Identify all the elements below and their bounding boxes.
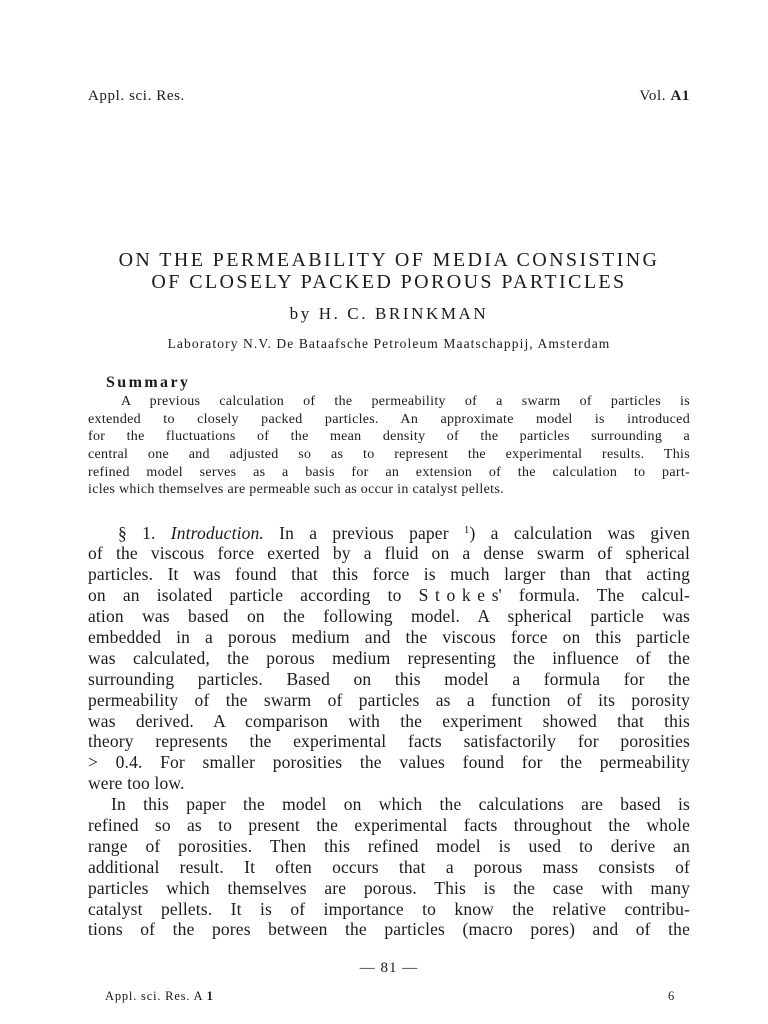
summary-heading: Summary bbox=[106, 374, 191, 391]
body-line: ation was based on the following model. A spherical particle was bbox=[88, 606, 690, 627]
body-line: was calculated, the porous medium representing the influence of the bbox=[88, 647, 690, 668]
body-text-segment: ) a calculation was given bbox=[469, 522, 690, 543]
body-line: were too low. bbox=[88, 773, 185, 794]
body-line: catalyst pellets. It is of importance to know the relative contribu- bbox=[88, 898, 690, 919]
body-line: refined so as to present the experimental facts throughout the whole bbox=[88, 814, 690, 835]
body-line: range of porosities. Then this refined model is used to derive an bbox=[88, 835, 690, 856]
footer-journal bbox=[105, 988, 214, 1004]
summary-line: icles which themselves are permeable such as occur in catalyst pellets. bbox=[88, 482, 504, 498]
summary-line: central one and adjusted so as to represent the experimental results. This bbox=[88, 446, 690, 462]
summary-line: A previous calculation of the permeability of a swarm of particles is bbox=[121, 394, 690, 410]
page-footer bbox=[105, 988, 675, 1004]
body-line: of the viscous force exerted by a fluid on a dense swarm of spherical bbox=[88, 543, 690, 564]
cited-name: Stokes bbox=[418, 585, 506, 606]
section-heading: Introduction. bbox=[170, 522, 264, 543]
body-text bbox=[88, 523, 690, 941]
body-line bbox=[88, 523, 690, 544]
signature-mark: 6 bbox=[667, 989, 675, 1003]
footer-volume-number: 1 bbox=[206, 989, 214, 1003]
body-line: > 0.4. For smaller porosities the values found for the permeability bbox=[88, 752, 690, 773]
paper-title bbox=[10, 250, 768, 293]
body-line: In this paper the model on which the calculations are based is bbox=[111, 794, 690, 815]
body-text-segment: In a previous paper bbox=[279, 522, 449, 543]
body-line: particles. It was found that this force is much larger than that acting bbox=[88, 564, 690, 585]
journal-name: Appl. sci. Res. bbox=[88, 88, 185, 104]
body-line: was derived. A comparison with the experiment showed that this bbox=[88, 710, 690, 731]
summary-text bbox=[88, 393, 690, 499]
footer-journal-name: Appl. sci. Res. A bbox=[105, 989, 203, 1003]
body-line: theory represents the experimental facts satisfactorily for porosities bbox=[88, 731, 690, 752]
body-text-segment: ' formula. The calcul- bbox=[498, 585, 690, 606]
summary-line: refined model serves as a basis for an extension of the calculation to part- bbox=[88, 464, 690, 480]
body-line: tions of the pores between the particles (macro pores) and of the bbox=[88, 919, 690, 940]
body-line: embedded in a porous medium and the viscous force on this particle bbox=[88, 626, 690, 647]
title-line: ON THE PERMEABILITY OF MEDIA CONSISTING bbox=[118, 249, 660, 271]
body-line: surrounding particles. Based on this model a formula for the bbox=[88, 668, 690, 689]
body-line: permeability of the swarm of particles as a function of its porosity bbox=[88, 689, 690, 710]
body-line bbox=[88, 585, 690, 606]
page-number: — 81 — bbox=[359, 960, 419, 976]
volume-label: Vol. bbox=[639, 88, 667, 104]
body-text-segment: on an isolated particle according to bbox=[88, 585, 402, 606]
body-line: particles which themselves are porous. This is the case with many bbox=[88, 877, 690, 898]
author-byline: by H. C. BRINKMAN bbox=[289, 304, 489, 323]
summary-line: extended to closely packed particles. An approximate model is introduced bbox=[88, 411, 690, 427]
body-line: additional result. It often occurs that a porous mass consists of bbox=[88, 856, 690, 877]
running-header bbox=[88, 86, 690, 106]
author-affiliation: Laboratory N.V. De Bataafsche Petroleum Maatschappij, Amsterdam bbox=[167, 336, 611, 351]
title-line: OF CLOSELY PACKED POROUS PARTICLES bbox=[151, 270, 627, 293]
section-number: § 1. bbox=[118, 522, 156, 543]
footnote-reference: 1 bbox=[463, 523, 470, 536]
volume-info bbox=[639, 86, 690, 106]
summary-line: for the fluctuations of the mean density of the particles surrounding a bbox=[88, 429, 690, 445]
volume-number: A1 bbox=[670, 88, 690, 104]
